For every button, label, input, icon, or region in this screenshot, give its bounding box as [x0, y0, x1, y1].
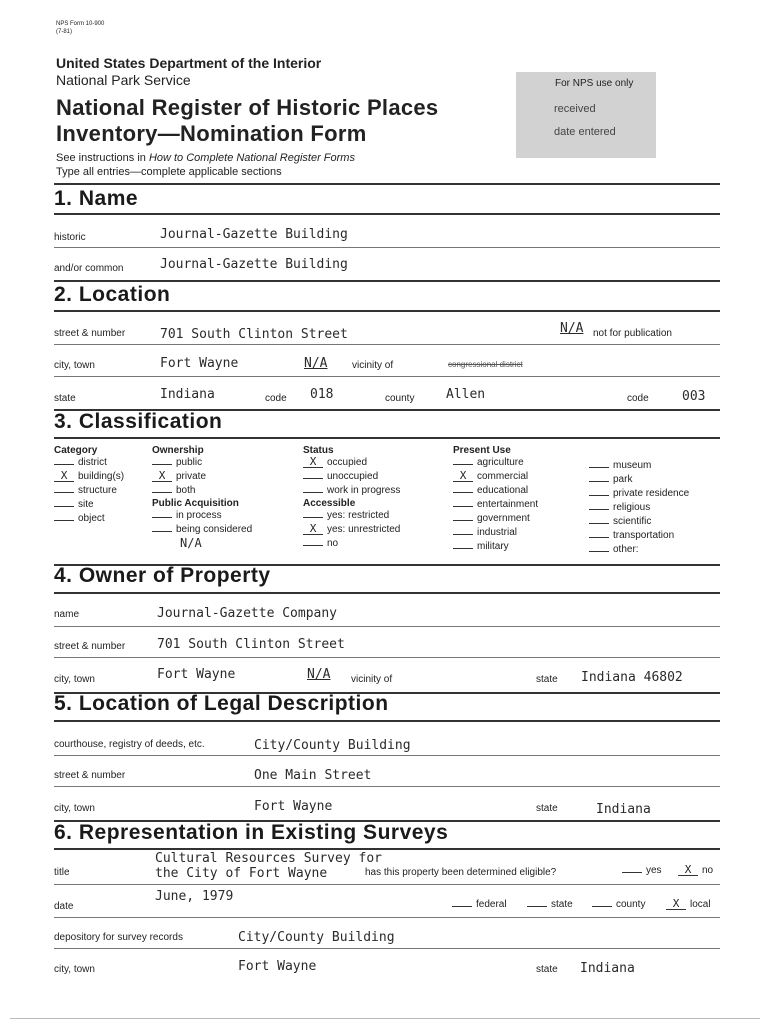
checkbox-label: yes: unrestricted — [327, 524, 401, 535]
service-name: National Park Service — [56, 72, 191, 88]
legal-state-label: state — [536, 803, 558, 814]
checkbox-label: being considered — [176, 524, 253, 535]
county-code-value[interactable]: 003 — [682, 389, 706, 404]
eligible-no[interactable] — [678, 865, 713, 876]
section-rule — [54, 848, 720, 850]
form-number: NPS Form 10-900 — [56, 21, 105, 27]
state-value[interactable]: Indiana — [160, 387, 215, 402]
checkbox-label: government — [477, 513, 530, 524]
checkbox-label: site — [78, 499, 94, 510]
checkbox-label: private — [176, 471, 207, 482]
checkbox-label: transportation — [613, 530, 675, 541]
survey-date-label: date — [54, 901, 74, 912]
checkbox-mark[interactable] — [453, 464, 473, 465]
state-code-label: code — [265, 393, 287, 404]
eligible-no-label: no — [702, 865, 714, 876]
instructions-title: How to Complete National Register Forms — [148, 152, 355, 164]
state-level-label: state — [551, 899, 573, 910]
county-value[interactable]: Allen — [446, 387, 486, 402]
courthouse-label: courthouse, registry of deeds, etc. — [54, 739, 205, 750]
checkbox-mark[interactable] — [54, 492, 74, 493]
nps-received-label: received — [554, 103, 596, 115]
nps-use-box — [516, 72, 656, 158]
status-column — [303, 445, 400, 551]
owner-city-value[interactable]: Fort Wayne — [157, 667, 236, 682]
survey-title-line-2[interactable]: the City of Fort Wayne — [155, 866, 328, 881]
checkbox-option[interactable] — [453, 540, 538, 554]
checkbox-label: agriculture — [477, 457, 524, 468]
owner-street-label: street & number — [54, 641, 126, 652]
present-use-options-1 — [453, 456, 538, 554]
accessible-title: Accessible — [303, 498, 356, 509]
checkbox-option[interactable] — [152, 523, 252, 537]
checkbox-option[interactable] — [453, 526, 538, 540]
eligible-no-mark[interactable]: X — [678, 865, 698, 876]
vicinity-label: vicinity of — [352, 360, 394, 371]
eligible-question: has this property been determined eligible? — [365, 867, 557, 878]
checkbox-option[interactable] — [152, 470, 252, 484]
checkbox-mark[interactable] — [453, 492, 473, 493]
checkbox-label: religious — [613, 502, 651, 513]
owner-name-value[interactable]: Journal-Gazette Company — [157, 606, 338, 621]
checkbox-option[interactable] — [589, 515, 689, 529]
status-title: Status — [303, 445, 334, 456]
checkbox-option[interactable] — [152, 509, 252, 523]
checkbox-option[interactable] — [303, 509, 400, 523]
section-6-heading: 6. Representation in Existing Surveys — [54, 821, 449, 844]
checkbox-option[interactable] — [152, 484, 252, 498]
level-state[interactable] — [527, 899, 573, 910]
accessible-options — [303, 509, 400, 551]
checkbox-option[interactable] — [589, 529, 689, 543]
category-options — [54, 456, 124, 526]
checkbox-mark[interactable] — [303, 517, 323, 518]
checkbox-mark[interactable]: X — [303, 524, 323, 535]
checkbox-mark[interactable] — [54, 520, 74, 521]
checkbox-option[interactable] — [303, 523, 400, 537]
checkbox-label: entertainment — [477, 499, 539, 510]
checkbox-label: educational — [477, 485, 529, 496]
section-3-heading: 3. Classification — [54, 410, 223, 433]
vicinity-mark[interactable]: N/A — [304, 356, 328, 371]
section-4-heading: 4. Owner of Property — [54, 564, 271, 587]
form-title-2: Inventory—Nomination Form — [56, 121, 367, 146]
checkbox-option[interactable] — [589, 543, 689, 557]
checkbox-label: military — [477, 541, 509, 552]
field-rule — [54, 786, 720, 787]
owner-state-label: state — [536, 674, 558, 685]
checkbox-label: industrial — [477, 527, 518, 538]
field-rule — [54, 884, 720, 885]
checkbox-option[interactable] — [54, 498, 124, 512]
courthouse-value[interactable]: City/County Building — [254, 738, 411, 753]
survey-state-label: state — [536, 964, 558, 975]
owner-street-value[interactable]: 701 South Clinton Street — [157, 637, 345, 652]
public-acquisition-options — [152, 509, 252, 537]
checkbox-option[interactable] — [453, 484, 538, 498]
checkbox-label: unoccupied — [327, 471, 379, 482]
checkbox-option[interactable] — [589, 487, 689, 501]
checkbox-label: no — [327, 538, 339, 549]
eligible-yes[interactable] — [622, 865, 662, 876]
section-2-heading: 2. Location — [54, 283, 171, 306]
owner-vicinity-label: vicinity of — [351, 674, 393, 685]
section-rule — [54, 310, 720, 312]
checkbox-mark[interactable]: X — [303, 457, 323, 468]
checkbox-option[interactable] — [453, 456, 538, 470]
checkbox-label: scientific — [613, 516, 652, 527]
checkbox-label: park — [613, 474, 633, 485]
checkbox-mark[interactable] — [453, 506, 473, 507]
checkbox-label: both — [176, 485, 196, 496]
historic-name-value[interactable]: Journal-Gazette Building — [160, 227, 348, 242]
checkbox-label: other: — [613, 544, 639, 555]
legal-city-value[interactable]: Fort Wayne — [254, 799, 333, 814]
section-5-heading: 5. Location of Legal Description — [54, 692, 389, 715]
checkbox-mark[interactable] — [589, 495, 609, 496]
field-rule — [54, 344, 720, 345]
checkbox-mark[interactable] — [303, 492, 323, 493]
checkbox-label: district — [78, 457, 107, 468]
department-name: United States Department of the Interior — [56, 55, 322, 71]
legal-street-value[interactable]: One Main Street — [254, 768, 372, 783]
checkbox-mark[interactable] — [303, 545, 323, 546]
county-level-label: county — [616, 899, 646, 910]
eligible-yes-mark[interactable] — [622, 872, 642, 873]
checkbox-mark[interactable] — [589, 509, 609, 510]
present-use-options-2 — [589, 459, 689, 557]
checkbox-mark[interactable] — [589, 537, 609, 538]
street-number-label: street & number — [54, 328, 126, 339]
owner-vicinity-mark[interactable]: N/A — [307, 667, 331, 682]
form-date: (7-81) — [56, 29, 73, 35]
legal-city-label: city, town — [54, 803, 95, 814]
local-mark[interactable]: X — [666, 899, 686, 910]
section-rule — [54, 183, 720, 185]
common-name-value[interactable]: Journal-Gazette Building — [160, 257, 348, 272]
county-mark[interactable] — [592, 906, 612, 907]
city-town-label: city, town — [54, 360, 95, 371]
section-rule — [54, 280, 720, 282]
federal-label: federal — [476, 899, 507, 910]
checkbox-label: commercial — [477, 471, 529, 482]
checkbox-label: museum — [613, 460, 652, 471]
page-bottom-rule — [10, 1018, 760, 1019]
owner-city-label: city, town — [54, 674, 95, 685]
checkbox-option[interactable] — [303, 537, 400, 551]
historic-label: historic — [54, 232, 86, 243]
checkbox-mark[interactable] — [453, 520, 473, 521]
nps-box-title: For NPS use only — [555, 78, 634, 89]
checkbox-mark[interactable] — [589, 467, 609, 468]
not-for-publication-label: not for publication — [593, 328, 672, 339]
ownership-options — [152, 456, 252, 498]
checkbox-label: work in progress — [327, 485, 401, 496]
instructions-prefix: See instructions in — [56, 152, 149, 164]
checkbox-option[interactable] — [589, 501, 689, 515]
instructions-line-1 — [56, 152, 355, 164]
checkbox-mark[interactable]: X — [54, 471, 74, 482]
status-options — [303, 456, 400, 498]
checkbox-option[interactable] — [54, 484, 124, 498]
local-label: local — [690, 899, 711, 910]
checkbox-label: occupied — [327, 457, 368, 468]
survey-city-label: city, town — [54, 964, 95, 975]
checkbox-mark[interactable] — [453, 548, 473, 549]
checkbox-option[interactable] — [453, 512, 538, 526]
county-label: county — [385, 393, 415, 404]
checkbox-label: structure — [78, 485, 117, 496]
common-name-label: and/or common — [54, 263, 124, 274]
survey-city-value[interactable]: Fort Wayne — [238, 959, 317, 974]
checkbox-mark[interactable] — [54, 506, 74, 507]
checkbox-mark[interactable] — [589, 481, 609, 482]
survey-title-label: title — [54, 867, 70, 878]
depository-value[interactable]: City/County Building — [238, 930, 395, 945]
survey-date-value[interactable]: June, 1979 — [155, 889, 234, 904]
category-column — [54, 445, 124, 526]
field-rule — [54, 657, 720, 658]
form-id — [56, 20, 104, 36]
present-use-column — [453, 445, 538, 554]
checkbox-label: public — [176, 457, 203, 468]
present-use-column-2 — [589, 459, 689, 557]
field-rule — [54, 247, 720, 248]
category-title: Category — [54, 445, 98, 456]
owner-state-value[interactable]: Indiana 46802 — [581, 670, 683, 685]
checkbox-option[interactable] — [453, 470, 538, 484]
field-rule — [54, 755, 720, 756]
survey-state-value[interactable]: Indiana — [580, 961, 635, 976]
level-federal[interactable] — [452, 899, 507, 910]
ownership-title: Ownership — [152, 445, 204, 456]
checkbox-label: building(s) — [78, 471, 125, 482]
checkbox-option[interactable] — [303, 470, 400, 484]
checkbox-option[interactable] — [303, 484, 400, 498]
state-code-value[interactable]: 018 — [310, 387, 334, 402]
checkbox-label: yes: restricted — [327, 510, 390, 521]
checkbox-label: object — [78, 513, 105, 524]
survey-title-line-1[interactable]: Cultural Resources Survey for — [155, 851, 382, 866]
congressional-district-label: congressional district — [448, 360, 523, 369]
checkbox-mark[interactable]: X — [453, 471, 473, 482]
checkbox-option[interactable] — [589, 459, 689, 473]
checkbox-mark[interactable] — [152, 464, 172, 465]
field-rule — [54, 948, 720, 949]
section-1-heading: 1. Name — [54, 187, 139, 210]
federal-mark[interactable] — [452, 906, 472, 907]
nps-date-entered-label: date entered — [554, 126, 616, 138]
checkbox-option[interactable] — [152, 456, 252, 470]
owner-name-label: name — [54, 609, 80, 620]
section-rule — [54, 213, 720, 215]
legal-state-value[interactable]: Indiana — [596, 802, 651, 817]
section-rule — [54, 720, 720, 722]
checkbox-mark[interactable] — [589, 523, 609, 524]
county-code-label: code — [627, 393, 649, 404]
checkbox-mark[interactable] — [152, 517, 172, 518]
level-county[interactable] — [592, 899, 645, 910]
checkbox-mark[interactable] — [152, 531, 172, 532]
checkbox-option[interactable] — [54, 470, 124, 484]
checkbox-option[interactable] — [453, 498, 538, 512]
section-rule — [54, 592, 720, 594]
public-acquisition-title: Public Acquisition — [152, 498, 239, 509]
public-acquisition-note[interactable]: N/A — [180, 536, 202, 550]
legal-street-label: street & number — [54, 770, 126, 781]
field-rule — [54, 626, 720, 627]
checkbox-mark[interactable] — [453, 534, 473, 535]
level-local[interactable] — [666, 899, 711, 910]
city-town-value[interactable]: Fort Wayne — [160, 356, 239, 371]
field-rule — [54, 917, 720, 918]
ownership-column — [152, 445, 252, 550]
field-rule — [54, 376, 720, 377]
not-for-publication-mark[interactable]: N/A — [560, 321, 584, 336]
checkbox-mark[interactable] — [589, 551, 609, 552]
checkbox-mark[interactable] — [152, 492, 172, 493]
instructions-line-2: Type all entries—complete applicable sections — [56, 166, 282, 178]
section-rule — [54, 437, 720, 439]
checkbox-label: private residence — [613, 488, 690, 499]
checkbox-option[interactable] — [303, 456, 400, 470]
checkbox-mark[interactable]: X — [152, 471, 172, 482]
form-title-1: National Register of Historic Places — [56, 95, 439, 120]
checkbox-mark[interactable] — [54, 464, 74, 465]
state-label: state — [54, 393, 76, 404]
depository-label: depository for survey records — [54, 932, 183, 943]
eligible-yes-label: yes — [646, 865, 662, 876]
checkbox-label: in process — [176, 510, 222, 521]
street-number-value[interactable]: 701 South Clinton Street — [160, 327, 348, 342]
checkbox-option[interactable] — [54, 512, 124, 526]
state-mark[interactable] — [527, 906, 547, 907]
present-use-title: Present Use — [453, 445, 511, 456]
checkbox-option[interactable] — [589, 473, 689, 487]
checkbox-option[interactable] — [54, 456, 124, 470]
checkbox-mark[interactable] — [303, 478, 323, 479]
